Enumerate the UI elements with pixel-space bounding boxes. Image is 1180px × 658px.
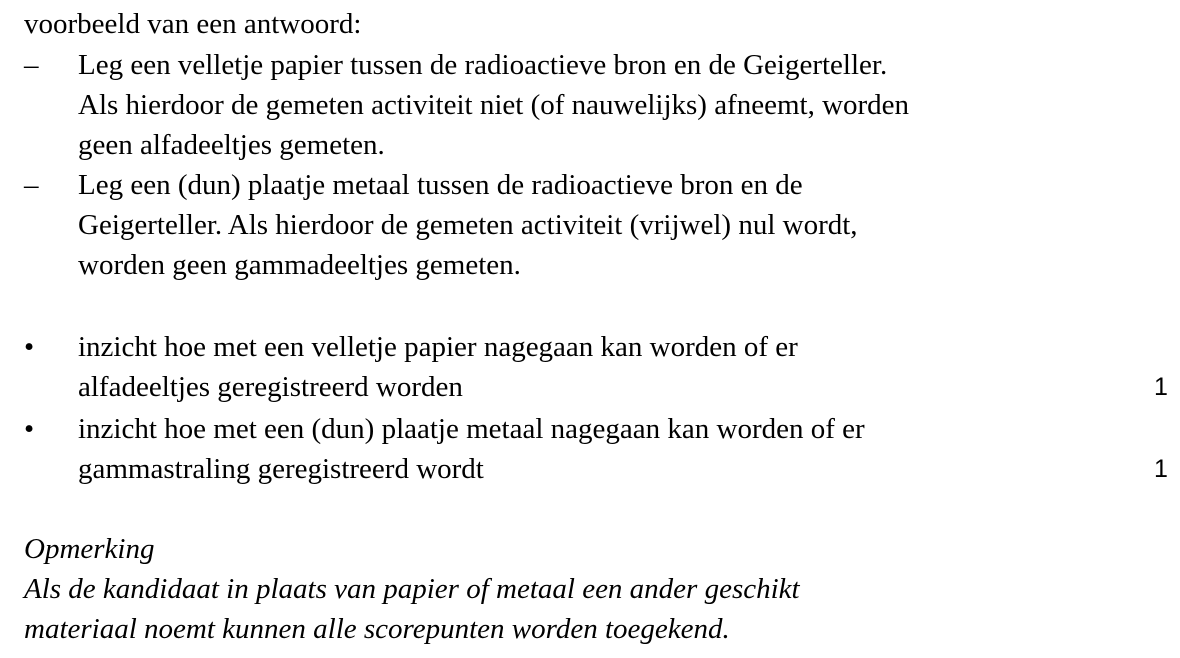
intro-text: voorbeeld van een antwoord:: [24, 8, 362, 40]
bullet-marker: •: [24, 331, 35, 363]
bullet-marker: •: [24, 413, 35, 445]
answer-line: Als hierdoor de gemeten activiteit niet (of nauwelijks) afneemt, worden: [78, 89, 910, 121]
score-points: 1: [1154, 373, 1168, 401]
answer-line: geen alfadeeltjes gemeten.: [78, 129, 385, 161]
remark-heading: Opmerking: [24, 533, 155, 565]
dash-marker: –: [24, 169, 39, 201]
answer-line: worden geen gammadeeltjes gemeten.: [78, 249, 521, 281]
dash-marker: –: [24, 49, 39, 81]
scoring-line: alfadeeltjes geregistreerd worden: [78, 371, 463, 403]
scoring-line: gammastraling geregistreerd wordt: [78, 453, 484, 485]
answer-line: Geigerteller. Als hierdoor de gemeten activiteit (vrijwel) nul wordt,: [78, 209, 858, 241]
scoring-line: inzicht hoe met een (dun) plaatje metaal nagegaan kan worden of er: [78, 413, 865, 445]
remark-line: materiaal noemt kunnen alle scorepunten worden toegekend.: [24, 613, 730, 645]
remark-line: Als de kandidaat in plaats van papier of metaal een ander geschikt: [24, 573, 800, 605]
scoring-line: inzicht hoe met een velletje papier nagegaan kan worden of er: [78, 331, 798, 363]
answer-line: Leg een velletje papier tussen de radioactieve bron en de Geigerteller.: [78, 49, 888, 81]
score-points: 1: [1154, 455, 1168, 483]
answer-line: Leg een (dun) plaatje metaal tussen de radioactieve bron en de: [78, 169, 803, 201]
